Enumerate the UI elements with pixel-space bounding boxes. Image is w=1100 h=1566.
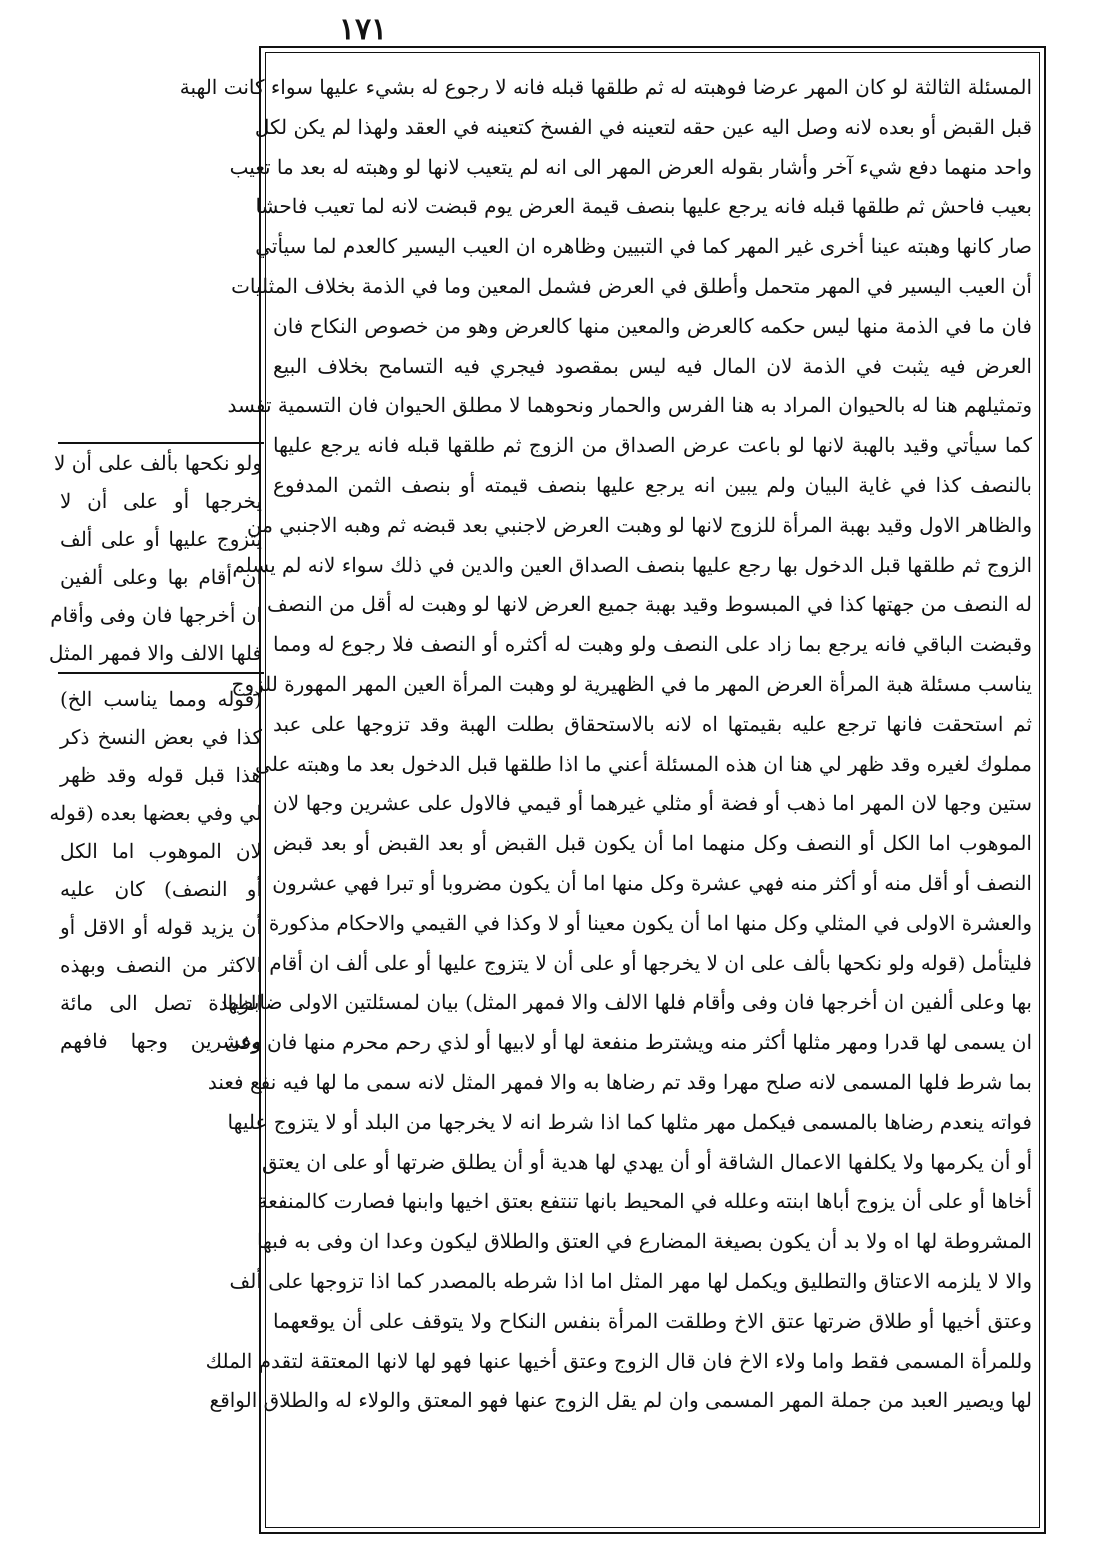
- main-text-line: بعيب فاحش ثم طلقها قبله فانه يرجع عليها بنصف قيمة العرض يوم قبضت لانه لما تعيب فاحشا: [255, 194, 1032, 219]
- main-text-line: وتمثيلهم هنا له بالحيوان المراد به هنا الفرس والحمار ونحوهما لا مطلق الحيوان فان التسمية تفسد: [227, 393, 1032, 418]
- main-text-line: فواته ينعدم رضاها بالمسمى فيكمل مهر مثلها كما اذا شرط انه لا يخرجها من البلد أو لا يتزوج عليها: [227, 1109, 1032, 1134]
- margin-gloss-line: هذا قبل قوله وقد ظهر: [60, 763, 262, 787]
- margin-note-line: يخرجها أو على أن لا: [60, 489, 262, 513]
- margin-note-line: فلها الالف والا فمهر المثل: [48, 641, 262, 665]
- main-text-line: فان ما في الذمة منها ليس حكمه كالعرض والمعين منها كالعرض وهو من خصوص النكاح فان: [273, 313, 1032, 338]
- main-text-line: والظاهر الاول وقيد بهبة المرأة للزوج لانها لو وهبت العرض لاجنبي بعد قبضه ثم وهبه الاجنبي من: [247, 512, 1032, 537]
- page-number: ١٧١: [338, 12, 388, 47]
- main-text-line: العرض فيه يثبت في الذمة لان المال فيه ليس بمقصود فيجري فيه التسامح بخلاف البيع: [273, 353, 1032, 378]
- main-text-line: المشروطة لها اه ولا بد أن يكون بصيغة المضارع في العتق والطلاق ليكون وعدا ان وفى به فبها: [256, 1229, 1032, 1254]
- margin-gloss-line: أن يزيد قوله أو الاقل أو: [60, 915, 262, 939]
- margin-note-matn: [48, 442, 264, 674]
- margin-note-line: ولو نكحها بألف على أن لا: [53, 451, 262, 475]
- main-text-line: واحد منهما دفع شيء آخر وأشار بقوله العرض المهر الى انه لم يتعيب لانها لو وهبته له بعد ما تعيب: [229, 154, 1032, 179]
- main-text-line: كما سيأتي وقيد بالهبة لانها لو باعت عرض الصداق من الزوج ثم طلقها قبله فانه يرجع عليها: [273, 433, 1032, 458]
- main-text-line: صار كانها وهبته عينا أخرى غير المهر كما في التبيين وظاهره ان العيب اليسير كالعدم لما سيأتي: [255, 234, 1032, 259]
- main-text-line: الزوج ثم طلقها قبل الدخول بها رجع عليها بنصف الصداق العين والدين في ذلك سواء لانه لم يسلم: [232, 552, 1032, 577]
- main-text-line: ستين وجها لان المهر اما ذهب أو فضة أو مثلي غيرهما أو قيمي فالاول على عشرين وجها لان: [273, 791, 1032, 816]
- main-text-line: النصف أو أقل منه أو أكثر منه فهي عشرة وكل منها اما أن يكون مضروبا أو تبرا فهي عشرون: [272, 870, 1032, 895]
- margin-gloss: [49, 680, 264, 1060]
- main-text-line: وللمرأة المسمى فقط واما ولاء الاخ فان قال الزوج وعتق أخيها عنها فهو لها لانها المعتقة لتقدم الملك: [205, 1348, 1032, 1373]
- margin-gloss-line: أو النصف) كان عليه: [60, 877, 262, 901]
- margin-gloss-line: كذا في بعض النسخ ذكر: [60, 725, 262, 749]
- main-text-line: قبل القبض أو بعده لانه وصل اليه عين حقه لتعينه في الفسخ كتعينه في العقد ولهذا لم يكن لكل: [254, 114, 1032, 139]
- main-text-line: فليتأمل (قوله ولو نكحها بألف على ان لا يخرجها أو على أن لا يتزوج عليها أو على ألف ان أقام: [269, 950, 1032, 975]
- main-text-line: أخاها أو على أن يزوج أباها ابنته وعلله في المحيط بانها تنتفع بعتق اخيها وابنها فصارت كالمنفعة: [257, 1189, 1032, 1214]
- main-text-line: والعشرة الاولى في المثلي وكل منها اما أن يكون معينا أو لا وكذا في القيمي والاحكام مذكورة: [268, 910, 1032, 935]
- margin-note-line: يتزوج عليها أو على ألف: [60, 527, 262, 551]
- margin-gloss-line: لان الموهوب اما الكل: [60, 839, 262, 863]
- main-text-line: وقبضت الباقي فانه يرجع بما زاد على النصف ولو وهبت له أكثره أو النصف فلا رجوع له ومما: [273, 632, 1032, 657]
- main-text-line: أن العيب اليسير في المهر متحمل وأطلق في العرض فشمل المعين وما في الذمة بخلاف المثليات: [231, 273, 1032, 298]
- margin-gloss-line: لي وفي بعضها بعده (قوله: [49, 801, 262, 825]
- main-text-line: وعتق أخيها أو طلاق ضرتها عتق الاخ وطلقت المرأة بنفس النكاح ولا يتوقف على أن يوقعهما: [273, 1308, 1032, 1333]
- main-text-line: له النصف من جهتها كذا في المبسوط وقيد بهبة جميع العرض لانها لو وهبت له أقل من النصف: [267, 592, 1032, 617]
- main-text-line: والا لا يلزمه الاعتاق والتطليق ويكمل لها مهر المثل اما اذا شرطه بالمصدر كما اذا تزوجها على ألف: [229, 1268, 1032, 1293]
- main-text-line: ثم استحقت فانها ترجع عليه بقيمتها اه لانه بالاستحقاق بطلت الهبة وقد تزوجها على عبد: [273, 711, 1032, 736]
- main-text-block: [179, 68, 1032, 1421]
- margin-gloss-line: الزيادة تصل الى مائة: [60, 991, 262, 1015]
- main-text-line: بالنصف كذا في غاية البيان ولم يبين انه يرجع عليها بنصف قيمته أو بنصف الثمن المدفوع: [273, 472, 1032, 497]
- main-text-line: لها ويصير العبد من جملة المهر المسمى وان لم يقل الزوج عنها فهو المعتق والولاء له والطلاق الواقع: [209, 1388, 1032, 1413]
- margin-note-line: ان أقام بها وعلى ألفين: [60, 565, 262, 589]
- main-text-line: الموهوب اما الكل أو النصف وكل منهما اما أن يكون قبل القبض أو بعد القبض أو بعد قبض: [273, 831, 1032, 856]
- margin-note-line: ان أخرجها فان وفى وأقام: [50, 603, 262, 627]
- margin-gloss-line: وعشرين وجها فافهم: [60, 1029, 262, 1053]
- main-text-line: ان يسمى لها قدرا ومهر مثلها أكثر منه ويشترط منفعة لها أو لابيها أو لذي رحم محرم منها فان وفى: [224, 1030, 1032, 1055]
- main-text-frame: [179, 46, 1046, 1534]
- main-text-line: المسئلة الثالثة لو كان المهر عرضا فوهبته له ثم طلقها قبله فانه لا رجوع له بشيء عليها سواء كانت الهبة: [179, 75, 1032, 99]
- main-text-line: مملوك لغيره وقد ظهر لي هنا ان هذه المسئلة أعني ما اذا طلقها قبل الدخول بعد ما وهبته على: [255, 751, 1032, 776]
- margin-gloss-line: (قوله ومما يناسب الخ): [60, 687, 262, 711]
- main-text-line: يناسب مسئلة هبة المرأة العرض المهر ما في الظهيرية لو وهبت المرأة العين المهر المهورة للزوج: [231, 671, 1032, 696]
- main-text-line: أو أن يكرمها ولا يكلفها الاعمال الشاقة أو أن يهدي لها هدية أو أن يطلق ضرتها أو على ان يعتق: [262, 1149, 1032, 1174]
- main-text-line: بما شرط فلها المسمى لانه صلح مهرا وقد تم رضاها به والا فمهر المثل لانه سمى ما لها فيه نفع فعند: [207, 1069, 1032, 1094]
- main-text-line: بها وعلى ألفين ان أخرجها فان وفى وأقام فلها الالف والا فمهر المثل) بيان لمسئلتين الاولى ضابطها: [222, 990, 1032, 1015]
- margin-gloss-line: الاكثر من النصف وبهذه: [60, 953, 262, 977]
